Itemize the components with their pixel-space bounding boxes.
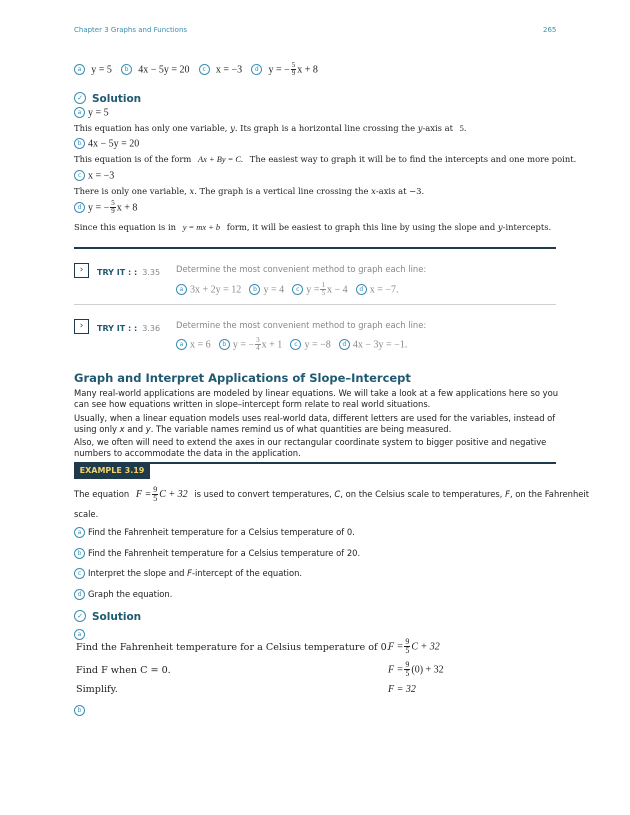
example-label: EXAMPLE 3.19 (74, 462, 150, 479)
check-icon: ✓ (74, 610, 86, 622)
problem-statement: a y = 5 b 4x − 5y = 20 c x = −3 d y = − $\frac{5}{9}$ x + 8 (74, 62, 318, 77)
question-b: b Find the Fahrenheit temperature for a Celsius temperature of 20. (74, 548, 360, 559)
question-c: c Interpret the slope and F-intercept of the equation. (74, 568, 302, 579)
work-row-2-right: F = $\frac{9}{5}$ (0) + 32 (388, 660, 444, 678)
try-divider (74, 304, 556, 305)
try-it-3-35-items: a 3x + 2y = 12 b y = 4 c y = $\frac{1}{5}$ x − 4 d x = −7. (176, 282, 399, 297)
try-it-3-35: › TRY IT : : 3.35 (74, 260, 160, 279)
work-row-3-left: Simplify. (76, 684, 118, 695)
section-paragraph-1: Many real-world applications are modeled by linear equations. We will take a look at a few applications here so you can see how equations written in slope–intercept form relate to real world situations. (74, 388, 559, 409)
solution-b-equation: b 4x − 5y = 20 (74, 138, 139, 150)
work-row-1-left: Find the Fahrenheit temperature for a Celsius temperature of 0. (76, 642, 390, 653)
marker-a: a (74, 64, 85, 75)
work-row-3-right: F = 32 (388, 684, 416, 695)
solution-c-text: There is only one variable, x. The graph is a vertical line crossing the x-axis at −3. (74, 186, 425, 196)
section-paragraph-2: Usually, when a linear equation models uses real-world data, different letters are used for the variables, instead of using only x and y. The variable names remind us of what quantities are being measured. (74, 413, 556, 434)
solution-a-equation: a y = 5 (74, 107, 109, 119)
example-rule (150, 462, 556, 464)
try-it-3-36-items: a x = 6 b y = − $\frac{3}{4}$ x + 1 c y = −8 d 4x − 3y = −1. (176, 337, 407, 352)
example-statement: The equation F = $\frac{9}{5}$ C + 32 is used to convert temperatures, C, on the Celsius scale to temperatures, F, on the Fahrenheit (74, 485, 590, 503)
marker-d: d (251, 64, 262, 75)
solution-d-text: Since this equation is in y = mx + b form, it will be easiest to graph this line by using the slope and y-intercepts. (74, 222, 552, 232)
page-number: 265 (543, 26, 557, 34)
example-solution-heading: ✓ Solution (74, 605, 141, 624)
chapter-header: Chapter 3 Graphs and Functions (74, 26, 188, 34)
chevron-right-icon: › (74, 319, 89, 334)
work-row-1-right: F = $\frac{9}{5}$ C + 32 (388, 637, 440, 655)
marker-b: b (121, 64, 132, 75)
marker-c: c (199, 64, 210, 75)
section-paragraph-3: Also, we often will need to extend the axes in our rectangular coordinate system to bigger positive and negative numbers to accommodate the data in the application. (74, 437, 547, 458)
solution-a-text: This equation has only one variable, y. Its graph is a horizontal line crossing the y-axis at 5. (74, 123, 467, 133)
question-a: a Find the Fahrenheit temperature for a Celsius temperature of 0. (74, 527, 355, 538)
try-it-3-36: › TRY IT : : 3.36 (74, 316, 160, 335)
try-it-3-36-prompt: Determine the most convenient method to graph each line: (176, 320, 427, 330)
part-b-marker: b (74, 700, 88, 719)
chevron-right-icon: › (74, 263, 89, 278)
work-row-2-left: Find F when C = 0. (76, 665, 171, 676)
example-statement-wrap: scale. (74, 509, 99, 519)
solution-b-text: This equation is of the form Ax + By = C. The easiest way to graph it will be to find the intercepts and one more point. (74, 154, 577, 164)
part-a-marker: a (74, 624, 88, 643)
solution-c-equation: c x = −3 (74, 170, 114, 182)
try-it-3-35-prompt: Determine the most convenient method to graph each line: (176, 264, 427, 274)
solution-heading: ✓ Solution (74, 87, 141, 106)
section-title: Graph and Interpret Applications of Slope–Intercept (74, 371, 411, 385)
solution-d-equation: d y = − $\frac{5}{9}$ x + 8 (74, 200, 137, 215)
section-divider (74, 247, 556, 249)
question-d: d Graph the equation. (74, 589, 172, 600)
check-icon: ✓ (74, 92, 86, 104)
